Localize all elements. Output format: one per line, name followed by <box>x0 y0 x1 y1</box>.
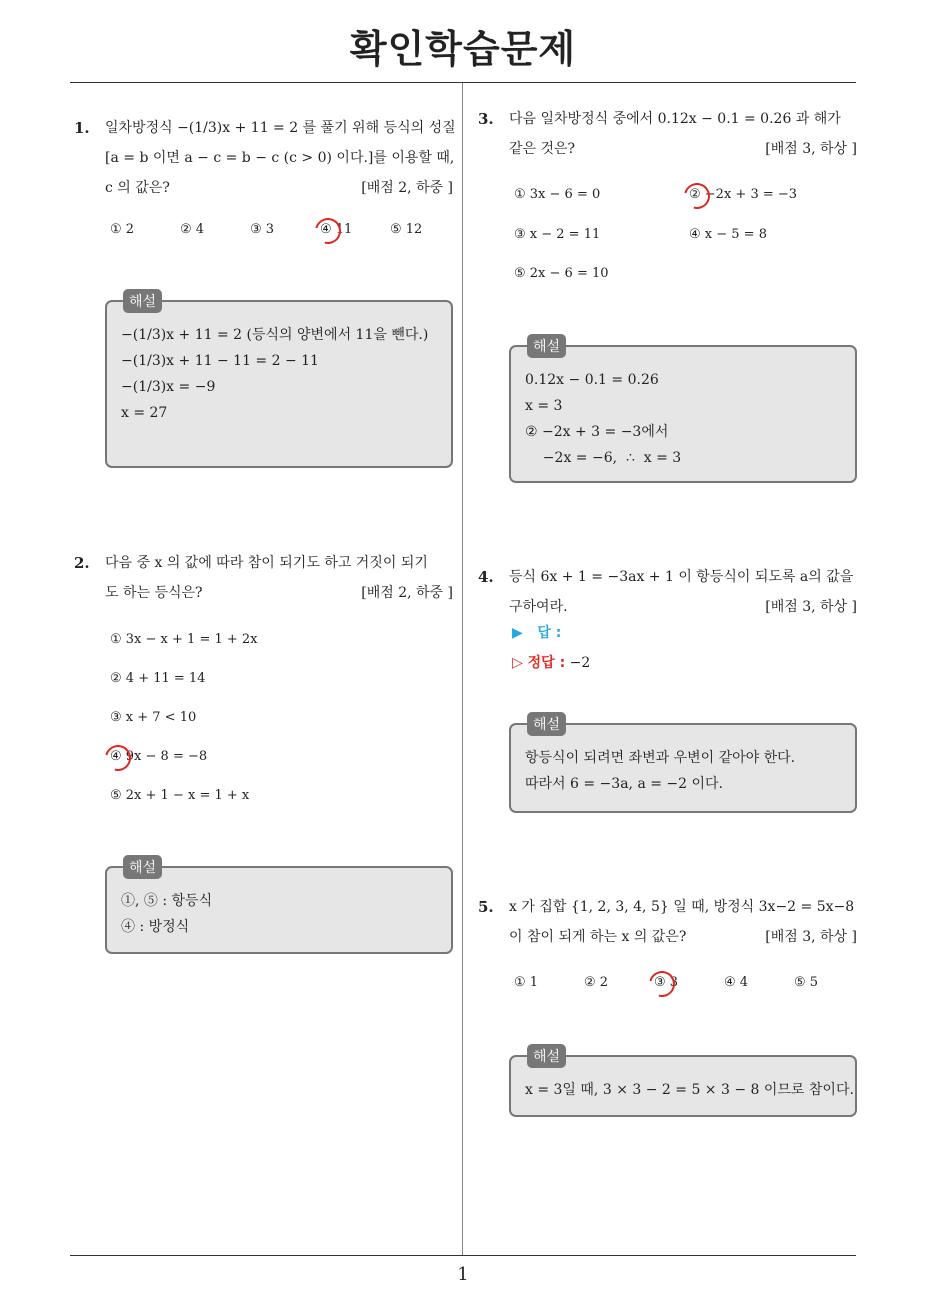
solution-tag: 해설 <box>527 712 566 736</box>
option-4[interactable]: ④ 11 <box>320 222 353 237</box>
solution-line: x = 3일 때, 3 × 3 − 2 = 5 × 3 − 8 이므로 참이다. <box>525 1082 854 1098</box>
correct-answer-label: ▷ 정답 : <box>512 655 566 671</box>
question-text: x 가 집합 {1, 2, 3, 4, 5} 일 때, 방정식 3x−2 = 5x−8 <box>509 899 855 915</box>
question-number: 2. <box>74 554 90 572</box>
solution-line: −(1/3)x = −9 <box>121 379 216 395</box>
question-text <box>105 173 453 203</box>
question-text-line: c 의 값은? <box>105 180 170 196</box>
option-1[interactable]: ① 1 <box>514 975 539 990</box>
question-text-line: 구하여라. <box>509 599 568 615</box>
question-number: 5. <box>478 898 494 916</box>
question-text: 다음 중 x 의 값에 따라 참이 되기도 하고 거짓이 되기 <box>105 555 428 571</box>
solution-tag: 해설 <box>123 289 162 313</box>
question-text <box>105 578 453 608</box>
question-5 <box>478 892 857 952</box>
selected-answer-mark <box>310 213 346 249</box>
question-text: 등식 6x + 1 = −3ax + 1 이 항등식이 되도록 a의 값을 <box>509 569 854 585</box>
column-divider <box>462 83 463 1255</box>
selected-answer-mark <box>100 740 136 776</box>
answer-area <box>512 622 590 672</box>
option-2[interactable]: ② 4 <box>180 222 205 237</box>
question-4 <box>478 562 857 622</box>
question-text <box>509 922 857 952</box>
option-2[interactable]: ② 2 <box>584 975 609 990</box>
answer-label: ▶ 답 : <box>512 625 562 641</box>
solution-line: ② −2x + 3 = −3에서 <box>525 424 669 440</box>
question-text-line: 이 참이 되게 하는 x 의 값은? <box>509 929 687 945</box>
question-number: 3. <box>478 110 494 128</box>
question-1 <box>74 113 456 203</box>
option-5[interactable]: ⑤ 2x − 6 = 10 <box>514 266 609 281</box>
solution-box-1 <box>105 294 453 468</box>
selected-answer-mark <box>644 966 680 1002</box>
solution-box-3 <box>509 339 857 483</box>
option-5[interactable]: ⑤ 2x + 1 − x = 1 + x <box>110 788 250 803</box>
footer-rule <box>70 1255 856 1256</box>
option-5[interactable]: ⑤ 5 <box>794 975 819 990</box>
solution-line: 항등식이 되려면 좌변과 우변이 같아야 한다. <box>525 750 796 766</box>
solution-tag: 해설 <box>527 1044 566 1068</box>
solution-line: ④ : 방정식 <box>121 919 190 935</box>
header-rule <box>70 82 856 83</box>
question-text: 다음 일차방정식 중에서 0.12x − 0.1 = 0.26 과 해가 <box>509 111 841 127</box>
solution-box-4 <box>509 717 857 813</box>
question-2 <box>74 548 453 608</box>
option-1[interactable]: ① 3x − 6 = 0 <box>514 187 601 202</box>
option-4[interactable]: ④ x − 5 = 8 <box>689 227 767 242</box>
option-1[interactable]: ① 3x − x + 1 = 1 + 2x <box>110 632 258 647</box>
option-5[interactable]: ⑤ 12 <box>390 222 423 237</box>
solution-line: −(1/3)x + 11 − 11 = 2 − 11 <box>121 353 319 369</box>
option-4[interactable]: ④ 9x − 8 = −8 <box>110 749 208 764</box>
question-3 <box>478 104 857 164</box>
option-4[interactable]: ④ 4 <box>724 975 749 990</box>
solution-line: −2x = −6, ∴ x = 3 <box>525 450 682 466</box>
solution-box-2 <box>105 860 453 954</box>
option-1[interactable]: ① 2 <box>110 222 135 237</box>
option-3[interactable]: ③ x + 7 < 10 <box>110 710 197 725</box>
option-2[interactable]: ② 4 + 11 = 14 <box>110 671 206 686</box>
points-label: [배점 2, 하중 ] <box>361 180 453 196</box>
option-3[interactable]: ③ x − 2 = 11 <box>514 227 601 242</box>
solution-line: x = 3 <box>525 398 563 414</box>
solution-line: ①, ⑤ : 항등식 <box>121 893 213 909</box>
option-3[interactable]: ③ 3 <box>250 222 275 237</box>
solution-line: 0.12x − 0.1 = 0.26 <box>525 372 659 388</box>
points-label: [배점 3, 하상 ] <box>765 929 857 945</box>
solution-line: 따라서 6 = −3a, a = −2 이다. <box>525 776 724 792</box>
question-text: [a = b 이면 a − c = b − c (c > 0) 이다.]를 이용할 때, <box>105 150 455 166</box>
selected-answer-mark <box>679 178 715 214</box>
correct-answer-value: −2 <box>569 655 591 671</box>
question-text <box>509 592 857 622</box>
points-label: [배점 3, 하상 ] <box>765 599 857 615</box>
question-text-line: 같은 것은? <box>509 141 576 157</box>
points-label: [배점 3, 하상 ] <box>765 141 857 157</box>
question-text <box>509 134 857 164</box>
solution-line: −(1/3)x + 11 = 2 (등식의 양변에서 11을 뺀다.) <box>121 327 429 343</box>
option-3[interactable]: ③ 3 <box>654 975 679 990</box>
page-title: 확인학습문제 <box>349 27 577 71</box>
question-text-line: 도 하는 등식은? <box>105 585 203 601</box>
question-number: 4. <box>478 568 494 586</box>
solution-box-5 <box>509 1049 857 1117</box>
question-text: 일차방정식 −(1/3)x + 11 = 2 를 풀기 위해 등식의 성질 <box>105 120 456 136</box>
solution-line: x = 27 <box>121 405 168 421</box>
solution-tag: 해설 <box>123 855 162 879</box>
solution-tag: 해설 <box>527 334 566 358</box>
question-number: 1. <box>74 119 90 137</box>
points-label: [배점 2, 하중 ] <box>361 585 453 601</box>
option-2[interactable]: ② −2x + 3 = −3 <box>689 187 798 202</box>
page-number: 1 <box>457 1264 469 1285</box>
